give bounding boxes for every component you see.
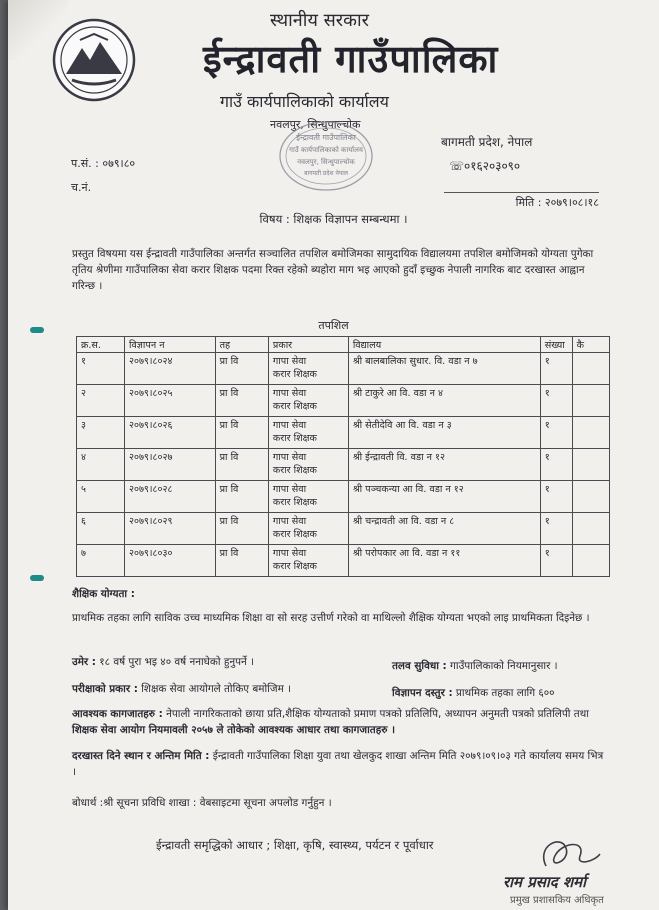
- column-header-adv: विज्ञापन न: [124, 337, 215, 353]
- notice-subject: विषय : शिक्षक विज्ञापन सम्बन्धमा ।: [259, 212, 408, 226]
- cell-type-line1: गापा सेवा: [272, 548, 307, 559]
- column-header-type: प्रकार: [268, 337, 348, 353]
- cell-type-line2: करार शिक्षक: [272, 433, 317, 444]
- exam-label: परीक्षाको प्रकार :: [72, 683, 138, 695]
- salary-value: गाउँपालिकाको नियमानुसार ।: [446, 660, 558, 672]
- cell-type-line1: गापा सेवा: [272, 516, 307, 527]
- cell-sn: ७: [77, 545, 125, 577]
- municipality-emblem-icon: [52, 18, 136, 102]
- cell-adv-no: २०७९।८०२८: [124, 481, 215, 513]
- cell-level: प्रा वि: [215, 545, 268, 577]
- deadline-value: ईन्द्रावती गाउँपालिका शिक्षा युवा तथा खेलकुद शाखा अन्तिम मिति २०७९।०९।०३ गते कार्यालय समय भित्र ।: [72, 750, 604, 778]
- table-row: [77, 353, 610, 385]
- exam-value: शिक्षक सेवा आयोगले तोकिए बमोजिम ।: [137, 683, 292, 695]
- cell-type-line2: करार शिक्षक: [272, 561, 317, 572]
- cell-count: १: [540, 481, 572, 513]
- cell-type-line1: गापा सेवा: [272, 388, 307, 399]
- office-address: नवलपुर, सिन्धुपाल्चोक: [270, 118, 361, 131]
- qualification-text: प्राथमिक तहका लागि साविक उच्च माध्यमिक शिक्षा वा सो सरह उत्तीर्ण गरेको वा माथिल्लो शैक्षिक योग्यता भएको लाइ प्राथमिकता दिइनेछ ।: [72, 612, 590, 624]
- intro-paragraph: प्रस्तुत विषयमा यस ईन्द्रावती गाउँपालिका अन्तर्गत सञ्चालित तपशिल बमोजिमका सामुदायिक विद्यालयमा तपशिल बमोजिमको योग्यता पुगेका तृतिय श्रेणीमा गाउँपालिका सेवा करार शिक्षक पदमा रिक्त रहेको ब्यहोरा माग भइ आएको हुदाँ इच्छुक नेपाली नागरिक बाट दरखास्त आह्वान गरिन्छ ।: [72, 248, 594, 292]
- stamp-line-4: बागमती प्रदेश नेपाल: [304, 170, 348, 177]
- cell-remark: [572, 545, 609, 577]
- cell-adv-no: २०७९।८०२४: [124, 353, 215, 385]
- application-fee: [392, 686, 555, 700]
- table-row: [77, 449, 610, 481]
- cell-count: १: [540, 449, 572, 481]
- cell-type-line1: गापा सेवा: [272, 484, 307, 495]
- cell-type: [268, 513, 348, 545]
- column-header-level: तह: [215, 337, 268, 353]
- documents-label: आवश्यक कागजातहरु :: [72, 708, 163, 720]
- cell-type: [268, 481, 348, 513]
- cell-type-line2: करार शिक्षक: [272, 369, 317, 380]
- cell-school: श्री सेतीदेवि आ वि. वडा न ३: [348, 417, 540, 449]
- table-row: [77, 385, 610, 417]
- table-title: तपशिल: [318, 319, 349, 332]
- office-seal-stamp: [276, 118, 376, 194]
- documents-bold: शिक्षक सेवा आयोग नियमावली २०५७ ले तोकेको आवश्यक आधार तथा कागजातहरु ।: [72, 724, 396, 736]
- signatory-name: राम प्रसाद शर्मा: [503, 873, 587, 891]
- table-header-row: [77, 337, 610, 353]
- cell-level: प्रा वि: [215, 513, 268, 545]
- cell-level: प्रा वि: [215, 417, 268, 449]
- cell-school: श्री ईन्द्रावती वि. वडा न १२: [348, 449, 540, 481]
- cell-sn: ५: [77, 481, 125, 513]
- fee-value: प्राथमिक तहका लागि ६००: [452, 687, 555, 699]
- stamp-line-1: ईन्द्रावती गाउँपालिका: [296, 133, 356, 142]
- cell-level: प्रा वि: [215, 353, 268, 385]
- column-header-count: संख्या: [540, 337, 572, 353]
- table-row: [77, 545, 610, 577]
- cell-remark: [572, 481, 609, 513]
- cell-count: १: [540, 545, 572, 577]
- cell-count: १: [540, 513, 572, 545]
- dispatch-number: च.नं.: [71, 181, 92, 194]
- cc-note: बोधार्थ :श्री सूचना प्रविधि शाखा : वेबसाइटमा सूचना अपलोड गर्नुहुन ।: [72, 797, 332, 809]
- cell-adv-no: २०७९।८०२५: [124, 385, 215, 417]
- table-row: [77, 417, 610, 449]
- municipal-slogan: ईन्द्रावती समृद्धिको आधार ; शिक्षा, कृषि, स्वास्थ्य, पर्यटन र पूर्वाधार: [156, 838, 434, 852]
- cell-remark: [572, 353, 609, 385]
- cell-count: १: [540, 353, 572, 385]
- application-deadline: [72, 748, 610, 780]
- cell-remark: [572, 417, 609, 449]
- column-header-school: विद्यालय: [348, 337, 540, 353]
- cell-adv-no: २०७९।८०२६: [124, 417, 215, 449]
- cell-sn: २: [77, 385, 125, 417]
- cell-type: [268, 385, 348, 417]
- cell-type: [268, 545, 348, 577]
- cell-type-line1: गापा सेवा: [272, 420, 307, 431]
- cell-type: [268, 449, 348, 481]
- table-row: [77, 481, 610, 513]
- phone-number: ☏०१६२०३०९०: [449, 159, 521, 173]
- cell-adv-no: २०७९।८०२९: [124, 513, 215, 545]
- cell-type-line1: गापा सेवा: [272, 452, 307, 463]
- age-requirement: [72, 655, 254, 669]
- cell-type-line2: करार शिक्षक: [272, 497, 317, 508]
- cell-sn: १: [77, 353, 125, 385]
- cell-type: [268, 353, 348, 385]
- cell-remark: [572, 449, 609, 481]
- notice-date: मिति : २०७९।०८।१८: [444, 192, 599, 210]
- cell-school: श्री पञ्चकन्या आ वि. वडा न १२: [348, 481, 540, 513]
- cell-level: प्रा वि: [215, 481, 268, 513]
- stamp-line-2: गाउँ कार्यपालिकाको कार्यालय: [289, 146, 363, 154]
- cell-type: [268, 417, 348, 449]
- age-label: उमेर :: [72, 656, 96, 668]
- table-row: [77, 513, 610, 545]
- vacancy-table-body: [77, 353, 610, 577]
- municipality-name: ईन्द्रावती गाउँपालिका: [203, 37, 499, 81]
- cell-type-line2: करार शिक्षक: [272, 401, 317, 412]
- cell-school: श्री बालबालिका सुधार. वि. वडा न ७: [348, 353, 540, 385]
- cell-level: प्रा वि: [215, 385, 268, 417]
- notice-paper: [8, 0, 659, 910]
- salary-label: तलव सुविधा :: [392, 660, 447, 672]
- cell-adv-no: २०७९।८०३०: [124, 545, 215, 577]
- binder-hole-bottom: [30, 575, 44, 581]
- stamp-line-3: नवलपुर, सिन्धुपाल्चोक: [297, 158, 355, 166]
- cell-type-line1: गापा सेवा: [272, 356, 307, 367]
- reference-number: प.सं. : ०७९।८०: [71, 157, 136, 170]
- vacancy-table: [76, 336, 610, 577]
- fee-label: विज्ञापन दस्तुर :: [392, 687, 453, 699]
- column-header-remark: कै: [572, 337, 609, 353]
- cell-school: श्री चन्द्रावती आ वि. वडा न ८: [348, 513, 540, 545]
- cell-level: प्रा वि: [215, 449, 268, 481]
- local-government-label: स्थानीय सरकार: [270, 10, 369, 31]
- cell-sn: ४: [77, 449, 125, 481]
- cell-sn: ३: [77, 417, 125, 449]
- cell-adv-no: २०७९।८०२७: [124, 449, 215, 481]
- cell-school: श्री टाकुरे आ वि. वडा न ४: [348, 385, 540, 417]
- cell-school: श्री परोपकार आ वि. वडा न ११: [348, 545, 540, 577]
- cell-remark: [572, 385, 609, 417]
- required-documents: [72, 706, 610, 738]
- salary-info: [392, 659, 558, 673]
- documents-value: नेपाली नागरिकताको छाया प्रति,शैक्षिक योग्यताको प्रमाण पत्रको प्रतिलिपि, अध्यापन अनुमती पत्रको प्रतिलिपी तथा: [162, 708, 589, 720]
- column-header-sn: क्र.स.: [77, 337, 125, 353]
- cell-remark: [572, 513, 609, 545]
- exam-type: [72, 682, 291, 696]
- office-name: गाउँ कार्यपालिकाको कार्यालय: [220, 92, 389, 111]
- cell-type-line2: करार शिक्षक: [272, 465, 317, 476]
- qualification-heading: शैक्षिक योग्यता :: [72, 588, 135, 600]
- cell-type-line2: करार शिक्षक: [272, 529, 317, 540]
- cell-count: १: [540, 417, 572, 449]
- cell-count: १: [540, 385, 572, 417]
- deadline-label: दरखास्त दिने स्थान र अन्तिम मिति :: [72, 750, 210, 762]
- province-label: बागमती प्रदेश, नेपाल: [441, 135, 533, 149]
- age-value: १८ वर्ष पुरा भइ ४० वर्ष ननाघेको हुनुपर्ने ।: [95, 656, 255, 668]
- signatory-title: प्रमुख प्रशासकिय अधिकृत: [510, 895, 604, 906]
- cell-sn: ६: [77, 513, 125, 545]
